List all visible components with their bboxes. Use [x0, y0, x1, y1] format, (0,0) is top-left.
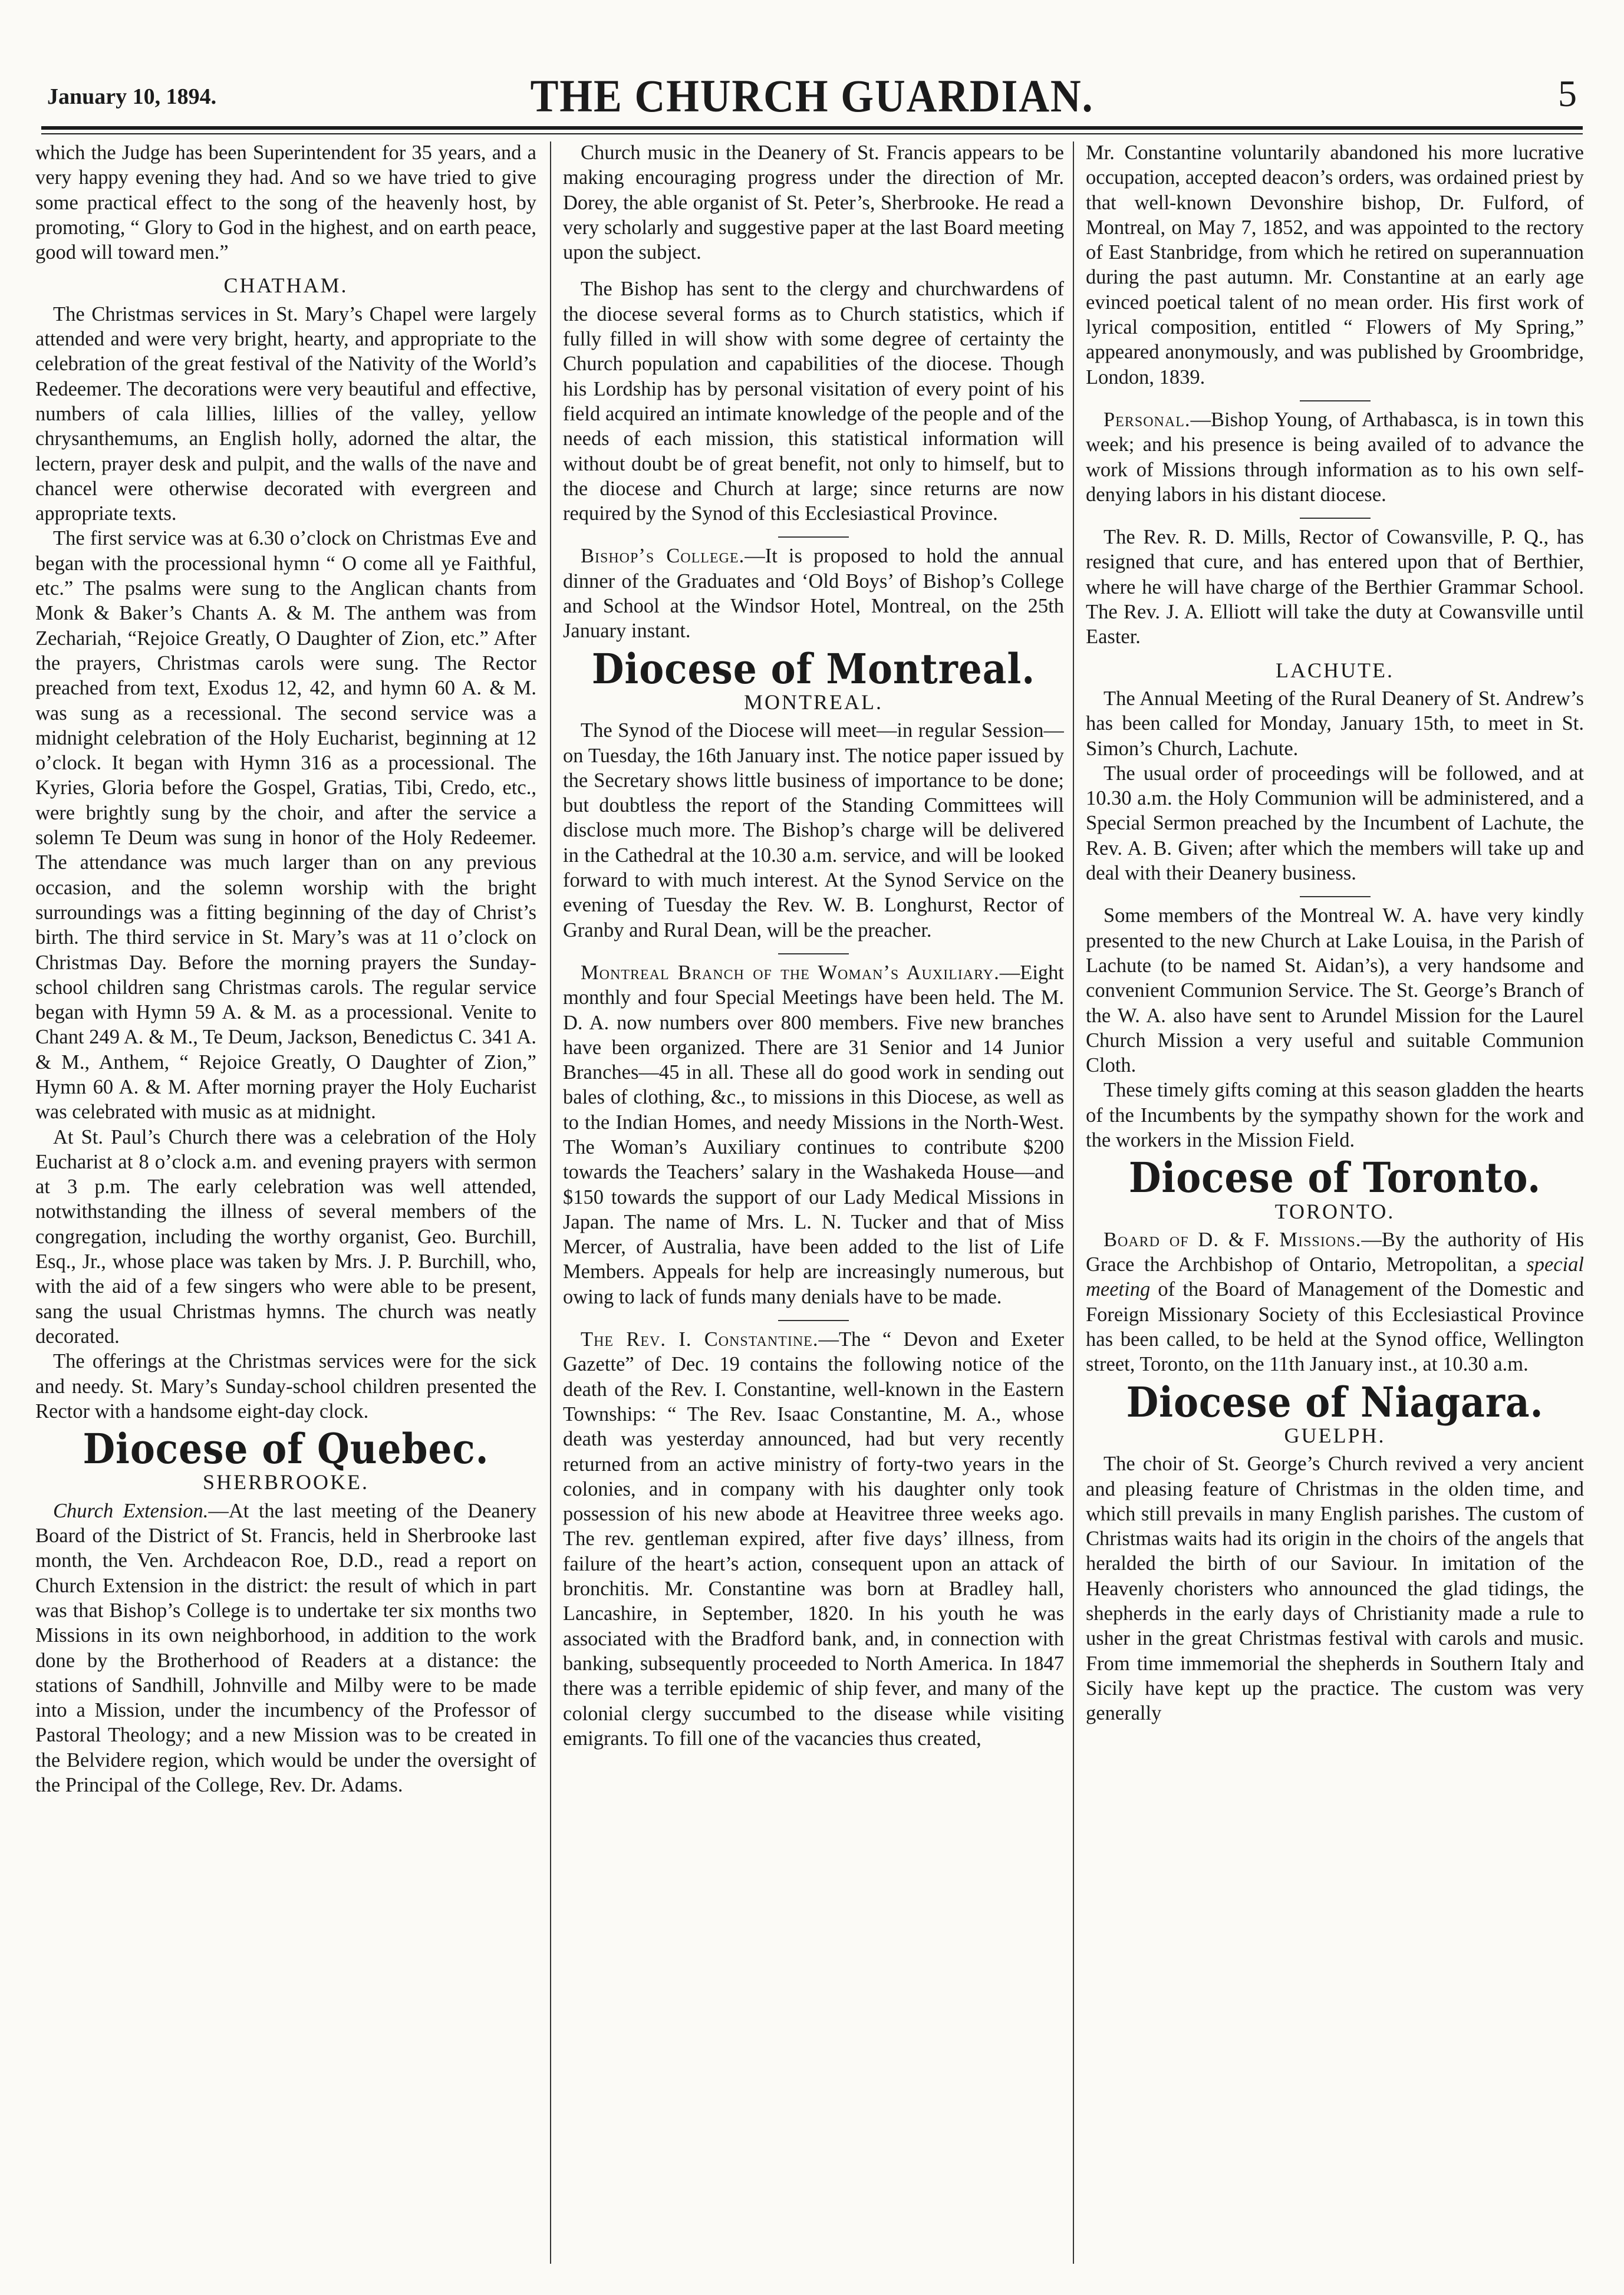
- column-1: [35, 140, 536, 2268]
- section-heading-toronto: TORONTO.: [1274, 1199, 1395, 1223]
- separator-rule: [1300, 400, 1371, 401]
- paragraph: Church music in the Deanery of St. Francis appears to be making encouraging progress under the direction of Mr. Dorey, the able organist of St. Peter’s, Sherbrooke. He read a very scholarly and suggestive paper at the last Board meeting upon the subject.: [563, 141, 1064, 264]
- paragraph-text: —Bishop Young, of Arthabasca, is in town this week; and his presence is being availed of to advance the work of Missions through information as to his own self-denying labors in his distant diocese.: [1086, 408, 1584, 506]
- newspaper-title: THE CHURCH GUARDIAN.: [530, 70, 1094, 121]
- separator-rule: [1300, 896, 1371, 897]
- column-3: [1086, 140, 1584, 2268]
- diocese-heading-quebec: Diocese of Quebec.: [83, 1424, 489, 1474]
- paragraph: The offerings at the Christmas services were for the sick and needy. St. Mary’s Sunday-school children presented the Rector with a handsome eight-day clock.: [35, 1350, 536, 1423]
- paragraph-text: —At the last meeting of the Deanery Board of the District of St. Francis, held in Sherbrooke last month, the Ven. Archdeacon Roe, D.D., read a report on Church Extension in the district: the result of which in part was that Bishop’s College is to undertake ter six months two Missions in its own neighborhood, in addition to the work done by the Brotherhood of Readers at a distance: the stations of Sandhill, Johnville and Milby were to be made into a Mission, under the incumbency of the Professor of Pastoral Theology; and a new Mission was to be created in the Belvidere region, which would be under the oversight of the Principal of the College, Rev. Dr. Adams.: [35, 1499, 536, 1796]
- lead-in: Board of D. & F. Missions.: [1103, 1228, 1362, 1251]
- separator-rule: [778, 536, 849, 538]
- column-divider: [1073, 141, 1074, 2264]
- paragraph-text: —It is proposed to hold the annual dinner of the Graduates and ‘Old Boys’ of Bishop’s College and School at the Windsor Hotel, Montreal, on the 25th January instant.: [563, 545, 1064, 643]
- paragraph: The Bishop has sent to the clergy and churchwardens of the diocese several forms as to Church statistics, which if fully filled in will show with some degree of certainty the Church population and capabilities of the diocese. Though his Lordship has by personal visitation of every point of his field acquired an intimate knowledge of the people and of the needs of each mission, this statistical information will without doubt be of great benefit, not only to himself, but to the diocese and Church at large; since returns are now required by the Synod of this Ecclesiastical Province.: [563, 278, 1064, 525]
- paragraph: Some members of the Montreal W. A. have very kindly presented to the new Church at Lake Louisa, in the Parish of Lachute (to be named St. Aidan’s), a very handsome and convenient Communion Service. The St. George’s Branch of the W. A. also have sent to Arundel Mission for the Laurel Church Mission a very useful and suitable Communion Cloth.: [1086, 904, 1584, 1077]
- paragraph: The Rev. R. D. Mills, Rector of Cowansville, P. Q., has resigned that cure, and has entered upon that of Berthier, where he will have charge of the Berthier Grammar School. The Rev. J. A. Elliott will take the duty at Cowansville until Easter.: [1086, 526, 1584, 648]
- lead-in: Montreal Branch of the Woman’s Auxiliary.: [581, 961, 1000, 984]
- page-number: 5: [1558, 73, 1577, 114]
- lead-in: The Rev. I. Constantine.: [581, 1328, 819, 1351]
- lead-in: Church Extension.: [53, 1499, 209, 1522]
- column-divider: [550, 141, 551, 2264]
- paragraph-text: of the Board of Management of the Domestic and Foreign Missionary Society of this Ecclesiastical Province has been called, to be held at the Synod office, Wellington street, Toronto, on the 11th January inst., at 10.30 a.m.: [1086, 1278, 1584, 1376]
- masthead: [41, 70, 1583, 124]
- paragraph: The Synod of the Diocese will meet—in regular Session—on Tuesday, the 16th January inst. The notice paper issued by the Secretary shows little business of importance to be done; but doubtless the report of the Standing Committees will disclose much more. The Bishop’s charge will be delivered in the Cathedral at the 10.30 a.m. service, and will be looked forward to with much interest. At the Synod Service on the evening of Tuesday the Rev. W. B. Longhurst, Rector of Granby and Rural Dean, will be the preacher.: [563, 719, 1064, 941]
- paragraph-text: —Eight monthly and four Special Meetings have been held. The M. D. A. now numbers over 800 members. Five new branches have been organized. There are 31 Senior and 14 Junior Branches—45 in all. These all do good work in sending out bales of clothing, &c., to missions in this Diocese, as well as to the Indian Homes, and needy Missions in the North-West. The Woman’s Auxiliary continues to contribute $200 towards the Teachers’ salary in the Washakeda House—and $150 towards the support of our Lady Medical Missions in Japan. The name of Mrs. L. N. Tucker and that of Miss Mercer, of Australia, have been added to the list of Life Members. Appeals for help are increasingly numerous, but owing to lack of funds many denials have to be made.: [563, 961, 1064, 1308]
- diocese-heading-montreal: Diocese of Montreal.: [591, 644, 1036, 693]
- paragraph-text: —By the authority of His Grace the Archbishop of Ontario, Metropolitan, a: [1086, 1228, 1584, 1276]
- separator-rule: [778, 1320, 849, 1321]
- issue-date: January 10, 1894.: [47, 84, 217, 109]
- paragraph: The choir of St. George’s Church revived a very ancient and pleasing feature of Christmas in the olden time, and which still prevails in many English parishes. The custom of Christmas waits had its origin in the choirs of the angels that heralded the birth of our Saviour. In imitation of the Heavenly choristers who announced the glad tidings, the shepherds in the early days of Christianity made a rule to usher in the great Christmas festival with carols and music. From time immemorial the shepherds in Southern Italy and Sicily have kept up the practice. The custom was very generally: [1086, 1453, 1584, 1725]
- section-heading-montreal: MONTREAL.: [744, 690, 883, 714]
- paragraph: These timely gifts coming at this season gladden the hearts of the Incumbents by the sympathy shown for the work and the workers in the Mission Field.: [1086, 1079, 1584, 1151]
- paragraph: The usual order of proceedings will be followed, and at 10.30 a.m. the Holy Communion will be administered, and a Special Sermon preached by the Incumbent of Lachute, the Rev. A. B. Given; after which the members will take up and deal with their Deanery business.: [1086, 762, 1584, 885]
- separator-rule: [778, 953, 849, 954]
- emphasis: special meeting: [1086, 1253, 1584, 1301]
- lead-in: Personal.: [1103, 408, 1191, 431]
- diocese-heading-niagara: Diocese of Niagara.: [1126, 1377, 1544, 1427]
- paragraph: [35, 1499, 536, 1798]
- lead-in: Bishop’s College.: [581, 545, 745, 568]
- paragraph: [1086, 407, 1584, 507]
- paragraph: [563, 544, 1064, 643]
- paragraph: The Annual Meeting of the Rural Deanery of St. Andrew’s has been called for Monday, January 15th, to meet in St. Simon’s Church, Lachute.: [1086, 687, 1584, 760]
- section-heading-lachute: LACHUTE.: [1276, 658, 1394, 682]
- article-continuation: Mr. Constantine voluntarily abandoned his more lucrative occupation, accepted deacon’s orders, was ordained priest by that well-known Devonshire bishop, Dr. Fulford, of Montreal, on May 7, 1852, and was appointed to the rectory of East Stanbridge, from which he retired on superannuation during the past autumn. Mr. Constantine at an early age evinced poetical talent of no mean order. His first work of lyrical composition, entitled “ Flowers of My Spring,” appeared anonymously, and was published by Groombridge, London, 1839.: [1086, 141, 1584, 388]
- section-heading-sherbrooke: SHERBROOKE.: [202, 1470, 370, 1494]
- column-2: [563, 140, 1064, 2268]
- paragraph-text: —The “ Devon and Exeter Gazette” of Dec. 19 contains the following notice of the death of the Rev. I. Constantine, well-known in the Eastern Townships: “ The Rev. Isaac Constantine, M. A., whose death was yesterday announced, had but very recently returned from an active ministry of forty-two years in the colonies, and in company with his daughter only took possession of his new abode at Heavitree three weeks ago. The rev. gentleman expired, after five days’ illness, from failure of the heart’s action, consequent upon an attack of bronchitis. Mr. Constantine was born at Bradley hall, Lancashire, in September, 1820. In his youth he was associated with the Bradford bank, and, in connection with banking, subsequently proceeded to North America. In 1847 there was a terrible epidemic of ship fever, and many of the colonial clergy succumbed to the disease while visiting emigrants. To fill one of the vacancies thus created,: [563, 1328, 1064, 1750]
- masthead-rule-thick: [41, 126, 1583, 130]
- paragraph: [563, 1327, 1064, 1751]
- paragraph: [563, 960, 1064, 1309]
- section-heading-chatham: CHATHAM.: [223, 274, 348, 298]
- paragraph: The first service was at 6.30 o’clock on Christmas Eve and began with the processional hymn “ O come all ye Faithful, etc.” The psalms were sung to the Anglican chants from Monk & Baker’s Chants A. & M. The anthem was from Zechariah, “Rejoice Greatly, O Daughter of Zion, etc.” After the prayers, Christmas carols were sung. The Rector preached from text, Exodus 12, 42, and hymn 60 A. & M. was sung as a recessional. The second service was a midnight celebration of the Holy Eucharist, beginning at 12 o’clock. It began with Hymn 316 as a processional. The Kyries, Gloria before the Gospel, Gratias, Tibi, Credo, etc., were brightly sung by the choir, and after the service a solemn Te Deum was sung in honor of the Holy Redeemer. The attendance was much larger than on any previous occasion, and the solemn worship with the bright surroundings was a fitting beginning of the day of Christ’s birth. The third service in St. Mary’s was at 11 o’clock on Christmas Day. Before the morning prayers the Sunday-school children sang Christmas carols. The regular service began with Hymn 59 A. & M. as a processional. Venite to Chant 249 A. & M., Te Deum, Jackson, Benedictus C. 341 A. & M., Anthem, “ Rejoice Greatly, O Daughter of Zion,” Hymn 60 A. & M. After morning prayer the Holy Eucharist was celebrated with music as at midnight.: [35, 527, 536, 1124]
- paragraph: [1086, 1227, 1584, 1377]
- article-continuation: which the Judge has been Superintendent for 35 years, and a very happy evening they had. And so we have tried to give some practical effect to the song of the heavenly host, by promoting, “ Glory to God in the highest, and on earth peace, good will toward men.”: [35, 141, 536, 264]
- paragraph: The Christmas services in St. Mary’s Chapel were largely attended and were very bright, hearty, and appropriate to the celebration of the great festival of the Nativity of the World’s Redeemer. The decorations were very beautiful and effective, numbers of cala lillies, lillies of the valley, yellow chrysanthemums, an English holly, adorned the altar, the lectern, prayer desk and pulpit, and the walls of the nave and chancel were otherwise decorated with evergreen and appropriate texts.: [35, 302, 536, 525]
- masthead-rule-thin: [41, 133, 1583, 134]
- separator-rule: [1300, 518, 1371, 519]
- section-heading-guelph: GUELPH.: [1284, 1423, 1386, 1447]
- diocese-heading-toronto: Diocese of Toronto.: [1128, 1153, 1541, 1203]
- paragraph: At St. Paul’s Church there was a celebration of the Holy Eucharist at 8 o’clock a.m. and evening prayers with sermon at 3 p.m. The early celebration was well attended, notwithstanding the illness of several members of the congregation, including the worthy organist, Geo. Burchill, Esq., Jr., whose place was taken by Mrs. J. P. Burchill, who, with the aid of a few singers who were able to be present, sang the usual Christmas hymns. The church was neatly decorated.: [35, 1125, 536, 1348]
